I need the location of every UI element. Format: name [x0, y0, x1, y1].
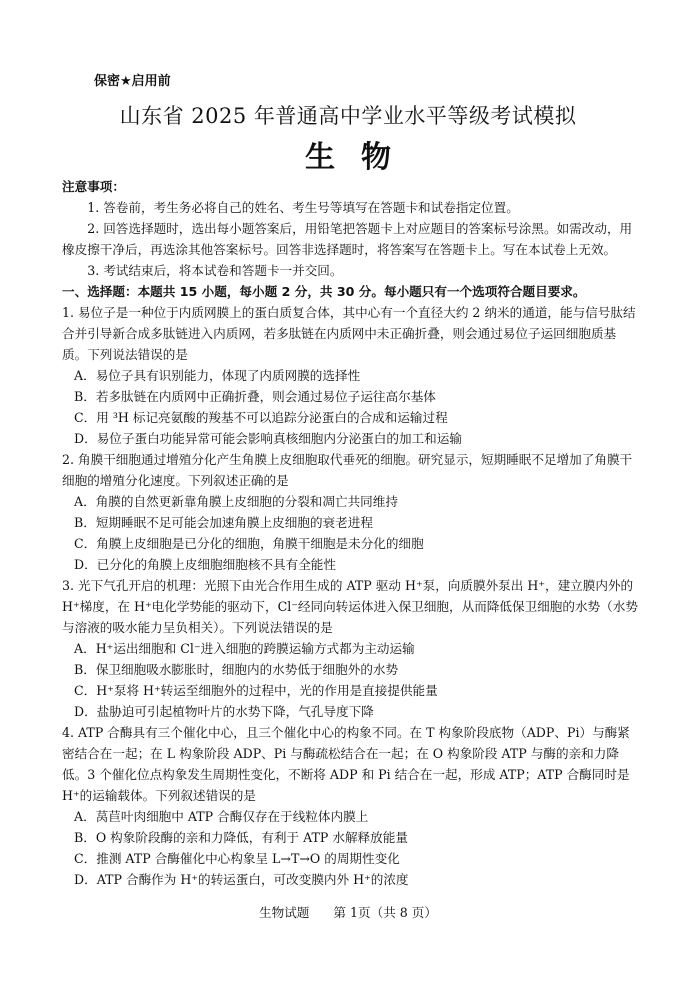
option-d: D．易位子蛋白功能异常可能会影响真核细胞内分泌蛋白的加工和运输 [74, 431, 462, 446]
option-a: A．角膜的自然更新靠角膜上皮细胞的分裂和凋亡共同维持 [74, 494, 398, 509]
exam-content [62, 176, 638, 890]
question-stem: 4. ATP 合酶具有三个催化中心，且三个催化中心的构象不同。在 T 构象阶段底物（ADP、Pi）与酶紧密结合在一起；在 L 构象阶段 ADP、Pi 与酶疏松结合在一起；在 O 构象阶段 ATP 与酶的亲和力降低。3 个催化位点构象发生周期性变化，不断将 ADP 和 Pi 结合在一起，形成 ATP；ATP 合酶同时是 H⁺的运输载体。下列叙述错误的是 [62, 725, 630, 803]
question-1 [62, 302, 638, 449]
option-c: C．用 ³H 标记亮氨酸的羧基不可以追踪分泌蛋白的合成和运输过程 [74, 410, 448, 425]
option-d: D．已分化的角膜上皮细胞细胞核不具有全能性 [74, 557, 336, 572]
option-c: C．推测 ATP 合酶催化中心构象呈 L→T→O 的周期性变化 [74, 851, 400, 866]
option-d: D．盐胁迫可引起植物叶片的水势下降，气孔导度下降 [74, 704, 374, 719]
subject-title: 生物 [305, 140, 417, 175]
option-c: C．角膜上皮细胞是已分化的细胞，角膜干细胞是未分化的细胞 [74, 536, 424, 551]
question-stem: 2. 角膜干细胞通过增殖分化产生角膜上皮细胞取代垂死的细胞。研究显示，短期睡眠不足增加了角膜干细胞的增殖分化速度。下列叙述正确的是 [62, 452, 633, 488]
notice-item-2: 2. 回答选择题时，选出每小题答案后，用铅笔把答题卡上对应题目的答案标号涂黑。如需改动，用橡皮擦干净后，再选涂其他答案标号。回答非选择题时，将答案写在答题卡上。写在本试卷上无效。 [62, 221, 633, 257]
question-3 [62, 575, 638, 722]
page-footer [0, 902, 696, 921]
question-stem: 1. 易位子是一种位于内质网膜上的蛋白质复合体，其中心有一个直径大约 2 纳米的通道，能与信号肽结合并引导新合成多肽链进入内质网，若多肽链在内质网中未正确折叠，则会通过易位子运回细胞质基质。下列说法错误的是 [62, 305, 636, 362]
option-b: B．O 构象阶段酶的亲和力降低，有利于 ATP 水解释放能量 [74, 830, 408, 845]
question-4 [62, 722, 638, 890]
option-b: B．短期睡眠不足可能会加速角膜上皮细胞的衰老进程 [74, 515, 373, 530]
option-d: D．ATP 合酶作为 H⁺的转运蛋白，可改变膜内外 H⁺的浓度 [74, 872, 409, 887]
question-2 [62, 449, 638, 575]
exam-title: 山东省 2025 年普通高中学业水平等级考试模拟 [119, 104, 577, 128]
question-stem: 3. 光下气孔开启的机理：光照下由光合作用生成的 ATP 驱动 H⁺泵，向质膜外泵出 H⁺，建立膜内外的 H⁺梯度，在 H⁺电化学势能的驱动下，Cl⁻经同向转运体进入保卫细胞，从而降低保卫细胞的水势（水势与溶液的吸水能力呈负相关）。下列说法错误的是 [62, 578, 638, 635]
notice-item-3: 3. 考试结束后，将本试卷和答题卡一并交回。 [87, 263, 343, 278]
option-c: C．H⁺泵将 H⁺转运至细胞外的过程中，光的作用是直接提供能量 [74, 683, 438, 698]
option-a: A．H⁺运出细胞和 Cl⁻进入细胞的跨膜运输方式都为主动运输 [74, 641, 415, 656]
footer-subject: 生物试题 [259, 905, 310, 920]
option-b: B．若多肽链在内质网中正确折叠，则会通过易位子运往高尔基体 [74, 389, 436, 404]
option-a: A．莴苣叶肉细胞中 ATP 合酶仅存在于线粒体内膜上 [74, 809, 369, 824]
notice-label: 注意事项： [62, 179, 125, 194]
notice-item-1: 1. 答卷前，考生务必将自己的姓名、考生号等填写在答题卡和试卷指定位置。 [87, 200, 519, 215]
option-a: A．易位子具有识别能力，体现了内质网膜的选择性 [74, 368, 361, 383]
confidential-mark: 保密★启用前 [94, 74, 171, 89]
option-b: B．保卫细胞吸水膨胀时，细胞内的水势低于细胞外的水势 [74, 662, 399, 677]
footer-page-number: 第 1页（共 8 页） [333, 905, 437, 920]
section-heading: 一、选择题：本题共 15 小题，每小题 2 分，共 30 分。每小题只有一个选项符合题目要求。 [62, 284, 586, 299]
